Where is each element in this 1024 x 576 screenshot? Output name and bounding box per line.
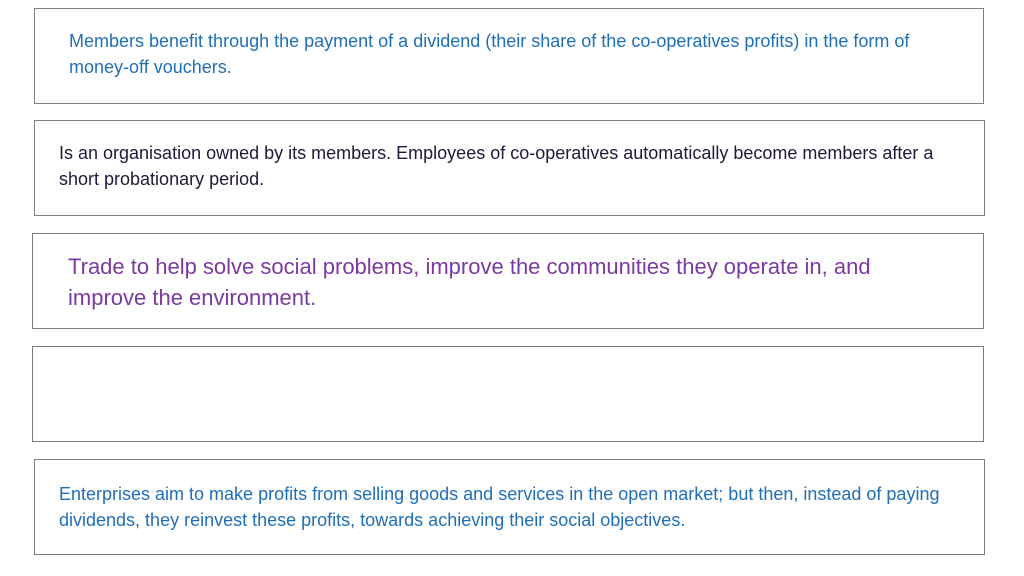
statement-text-2: Is an organisation owned by its members. Employees of co-operatives automatically become members after a short probationary period.: [59, 143, 934, 189]
statement-box-4-empty[interactable]: [32, 346, 984, 442]
statement-text-5: Enterprises aim to make profits from selling goods and services in the open market; but then, instead of paying dividends, they reinvest these profits, towards achieving their social objectives.: [59, 484, 940, 530]
statement-box-2[interactable]: [34, 120, 985, 216]
statement-box-3[interactable]: [32, 233, 984, 329]
statement-box-1[interactable]: [34, 8, 984, 104]
statement-text-1: Members benefit through the payment of a dividend (their share of the co-operatives profits) in the form of money-off vouchers.: [69, 31, 910, 77]
statement-box-5[interactable]: [34, 459, 985, 555]
statement-text-3: Trade to help solve social problems, improve the communities they operate in, and improve the environment.: [68, 254, 871, 310]
